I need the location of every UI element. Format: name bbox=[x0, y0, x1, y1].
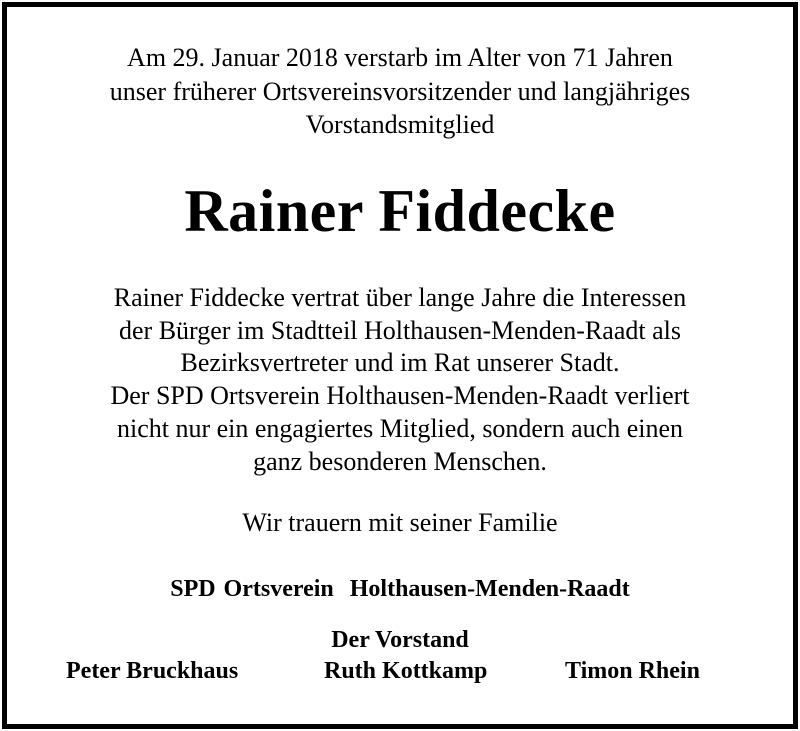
intro-line-1: Am 29. Januar 2018 verstarb im Alter von 71 Jahren bbox=[127, 43, 673, 72]
board-member-1: Peter Bruckhaus bbox=[66, 658, 239, 684]
deceased-name: Rainer Fiddecke bbox=[184, 178, 616, 244]
body-line-5: nicht nur ein engagiertes Mitglied, sondern auch einen bbox=[116, 414, 684, 443]
board-title: Der Vorstand bbox=[331, 627, 469, 653]
board-member-2: Ruth Kottkamp bbox=[324, 658, 488, 684]
body-line-4: Der SPD Ortsverein Holthausen-Menden-Raadt verliert bbox=[110, 381, 690, 410]
organization-name: SPD Ortsverein Holthausen-Menden-Raadt bbox=[170, 576, 630, 602]
body-line-2: der Bürger im Stadtteil Holthausen-Menden-Raadt als bbox=[119, 316, 681, 345]
body-line-1: Rainer Fiddecke vertrat über lange Jahre die Interessen bbox=[113, 283, 687, 312]
closing-line: Wir trauern mit seiner Familie bbox=[242, 508, 558, 537]
body-line-3: Bezirksvertreter und im Rat unserer Stadt. bbox=[180, 348, 620, 377]
intro-line-3: Vorstandsmitglied bbox=[305, 110, 495, 139]
board-member-3: Timon Rhein bbox=[565, 658, 700, 684]
body-line-6: ganz besonderen Menschen. bbox=[253, 447, 547, 476]
board-members bbox=[0, 659, 800, 689]
intro-line-2: unser früherer Ortsvereinsvorsitzender und langjähriges bbox=[109, 77, 691, 106]
